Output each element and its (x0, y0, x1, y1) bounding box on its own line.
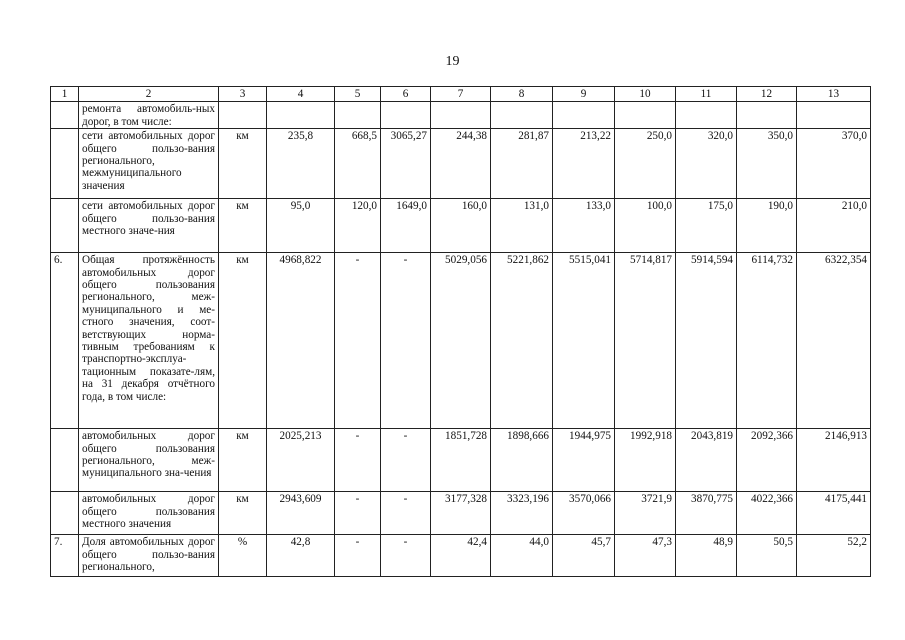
value-cell: 2092,366 (737, 429, 797, 492)
indicator-name-cell: ремонта автомобиль-ных дорог, в том числе: (79, 102, 219, 129)
unit-cell: % (219, 535, 267, 577)
value-cell: 2146,913 (797, 429, 871, 492)
value-cell: 1944,975 (553, 429, 615, 492)
column-number-row (51, 87, 871, 102)
value-cell: 250,0 (615, 129, 676, 199)
value-cell (553, 102, 615, 129)
row-number-cell (51, 129, 79, 199)
value-cell: 5515,041 (553, 253, 615, 429)
value-cell (797, 102, 871, 129)
value-cell: - (381, 253, 431, 429)
value-cell: 668,5 (335, 129, 381, 199)
value-cell: 350,0 (737, 129, 797, 199)
value-cell: 44,0 (491, 535, 553, 577)
value-cell (381, 102, 431, 129)
value-cell: 4968,822 (267, 253, 335, 429)
value-cell: 42,4 (431, 535, 491, 577)
value-cell: 6114,732 (737, 253, 797, 429)
value-cell: 235,8 (267, 129, 335, 199)
value-cell: - (335, 253, 381, 429)
value-cell: 1992,918 (615, 429, 676, 492)
value-cell: 1649,0 (381, 199, 431, 253)
value-cell (491, 102, 553, 129)
value-cell: 370,0 (797, 129, 871, 199)
column-number-cell: 9 (553, 87, 615, 102)
unit-cell: км (219, 199, 267, 253)
value-cell: 2043,819 (676, 429, 737, 492)
column-number-cell: 4 (267, 87, 335, 102)
value-cell (431, 102, 491, 129)
value-cell (676, 102, 737, 129)
value-cell: 50,5 (737, 535, 797, 577)
row-number-cell: 6. (51, 253, 79, 429)
indicator-name-cell: сети автомобильных дорог общего пользо-вания местного значе-ния (79, 199, 219, 253)
value-cell: 6322,354 (797, 253, 871, 429)
value-cell: - (335, 429, 381, 492)
value-cell: 5029,056 (431, 253, 491, 429)
value-cell: 3721,9 (615, 492, 676, 535)
column-number-cell: 1 (51, 87, 79, 102)
value-cell: 1898,666 (491, 429, 553, 492)
value-cell: 3177,328 (431, 492, 491, 535)
row-number-cell (51, 492, 79, 535)
value-cell: 52,2 (797, 535, 871, 577)
value-cell: 4022,366 (737, 492, 797, 535)
row-number-cell (51, 429, 79, 492)
value-cell: - (381, 429, 431, 492)
value-cell (335, 102, 381, 129)
value-cell (267, 102, 335, 129)
value-cell: 5914,594 (676, 253, 737, 429)
indicator-name-cell: сети автомобильных дорог общего пользо-вания регионального, межмуниципального значения (79, 129, 219, 199)
value-cell: 281,87 (491, 129, 553, 199)
value-cell: 47,3 (615, 535, 676, 577)
value-cell: 48,9 (676, 535, 737, 577)
value-cell: 160,0 (431, 199, 491, 253)
value-cell (737, 102, 797, 129)
value-cell: 133,0 (553, 199, 615, 253)
indicator-name-cell: автомобильных дорог общего пользования местного значения (79, 492, 219, 535)
value-cell: 4175,441 (797, 492, 871, 535)
value-cell: 1851,728 (431, 429, 491, 492)
value-cell: 320,0 (676, 129, 737, 199)
column-number-cell: 7 (431, 87, 491, 102)
indicators-table (50, 86, 871, 577)
column-number-cell: 12 (737, 87, 797, 102)
row-number-cell: 7. (51, 535, 79, 577)
indicator-name-cell: автомобильных дорог общего пользования регионального, меж-муниципального зна-чения (79, 429, 219, 492)
value-cell: 213,22 (553, 129, 615, 199)
unit-cell: км (219, 429, 267, 492)
unit-cell: км (219, 492, 267, 535)
value-cell: 3870,775 (676, 492, 737, 535)
value-cell: 210,0 (797, 199, 871, 253)
value-cell: 2025,213 (267, 429, 335, 492)
table-row (51, 253, 871, 429)
value-cell: 3065,27 (381, 129, 431, 199)
column-number-cell: 13 (797, 87, 871, 102)
row-number-cell (51, 199, 79, 253)
table-row (51, 492, 871, 535)
value-cell: 5714,817 (615, 253, 676, 429)
value-cell: - (381, 535, 431, 577)
value-cell: 100,0 (615, 199, 676, 253)
indicator-name-cell: Доля автомобильных дорог общего пользо-вания регионального, (79, 535, 219, 577)
value-cell: 45,7 (553, 535, 615, 577)
table-row (51, 429, 871, 492)
value-cell: 3323,196 (491, 492, 553, 535)
page-number: 19 (445, 54, 460, 69)
unit-cell: км (219, 253, 267, 429)
value-cell: - (335, 492, 381, 535)
column-number-cell: 2 (79, 87, 219, 102)
table-body (51, 87, 871, 577)
unit-cell: км (219, 129, 267, 199)
value-cell: 131,0 (491, 199, 553, 253)
unit-cell (219, 102, 267, 129)
value-cell: - (381, 492, 431, 535)
table-row (51, 199, 871, 253)
row-number-cell (51, 102, 79, 129)
value-cell: 244,38 (431, 129, 491, 199)
indicator-name-cell: Общая протяжённость автомобильных дорог общего пользования регионального, меж-муниципального и ме-стного значения, соот-ветствующих норма-тивным требованиям к транспортно-эксплуа-тационным показате-лям, на 31 декабря отчётного года, в том числе: (79, 253, 219, 429)
value-cell: 2943,609 (267, 492, 335, 535)
table-row (51, 102, 871, 129)
value-cell: 175,0 (676, 199, 737, 253)
table-row (51, 129, 871, 199)
value-cell: - (335, 535, 381, 577)
table-row (51, 535, 871, 577)
column-number-cell: 6 (381, 87, 431, 102)
value-cell: 190,0 (737, 199, 797, 253)
value-cell: 5221,862 (491, 253, 553, 429)
column-number-cell: 5 (335, 87, 381, 102)
value-cell: 3570,066 (553, 492, 615, 535)
column-number-cell: 3 (219, 87, 267, 102)
column-number-cell: 8 (491, 87, 553, 102)
value-cell: 120,0 (335, 199, 381, 253)
column-number-cell: 11 (676, 87, 737, 102)
value-cell (615, 102, 676, 129)
value-cell: 95,0 (267, 199, 335, 253)
column-number-cell: 10 (615, 87, 676, 102)
value-cell: 42,8 (267, 535, 335, 577)
